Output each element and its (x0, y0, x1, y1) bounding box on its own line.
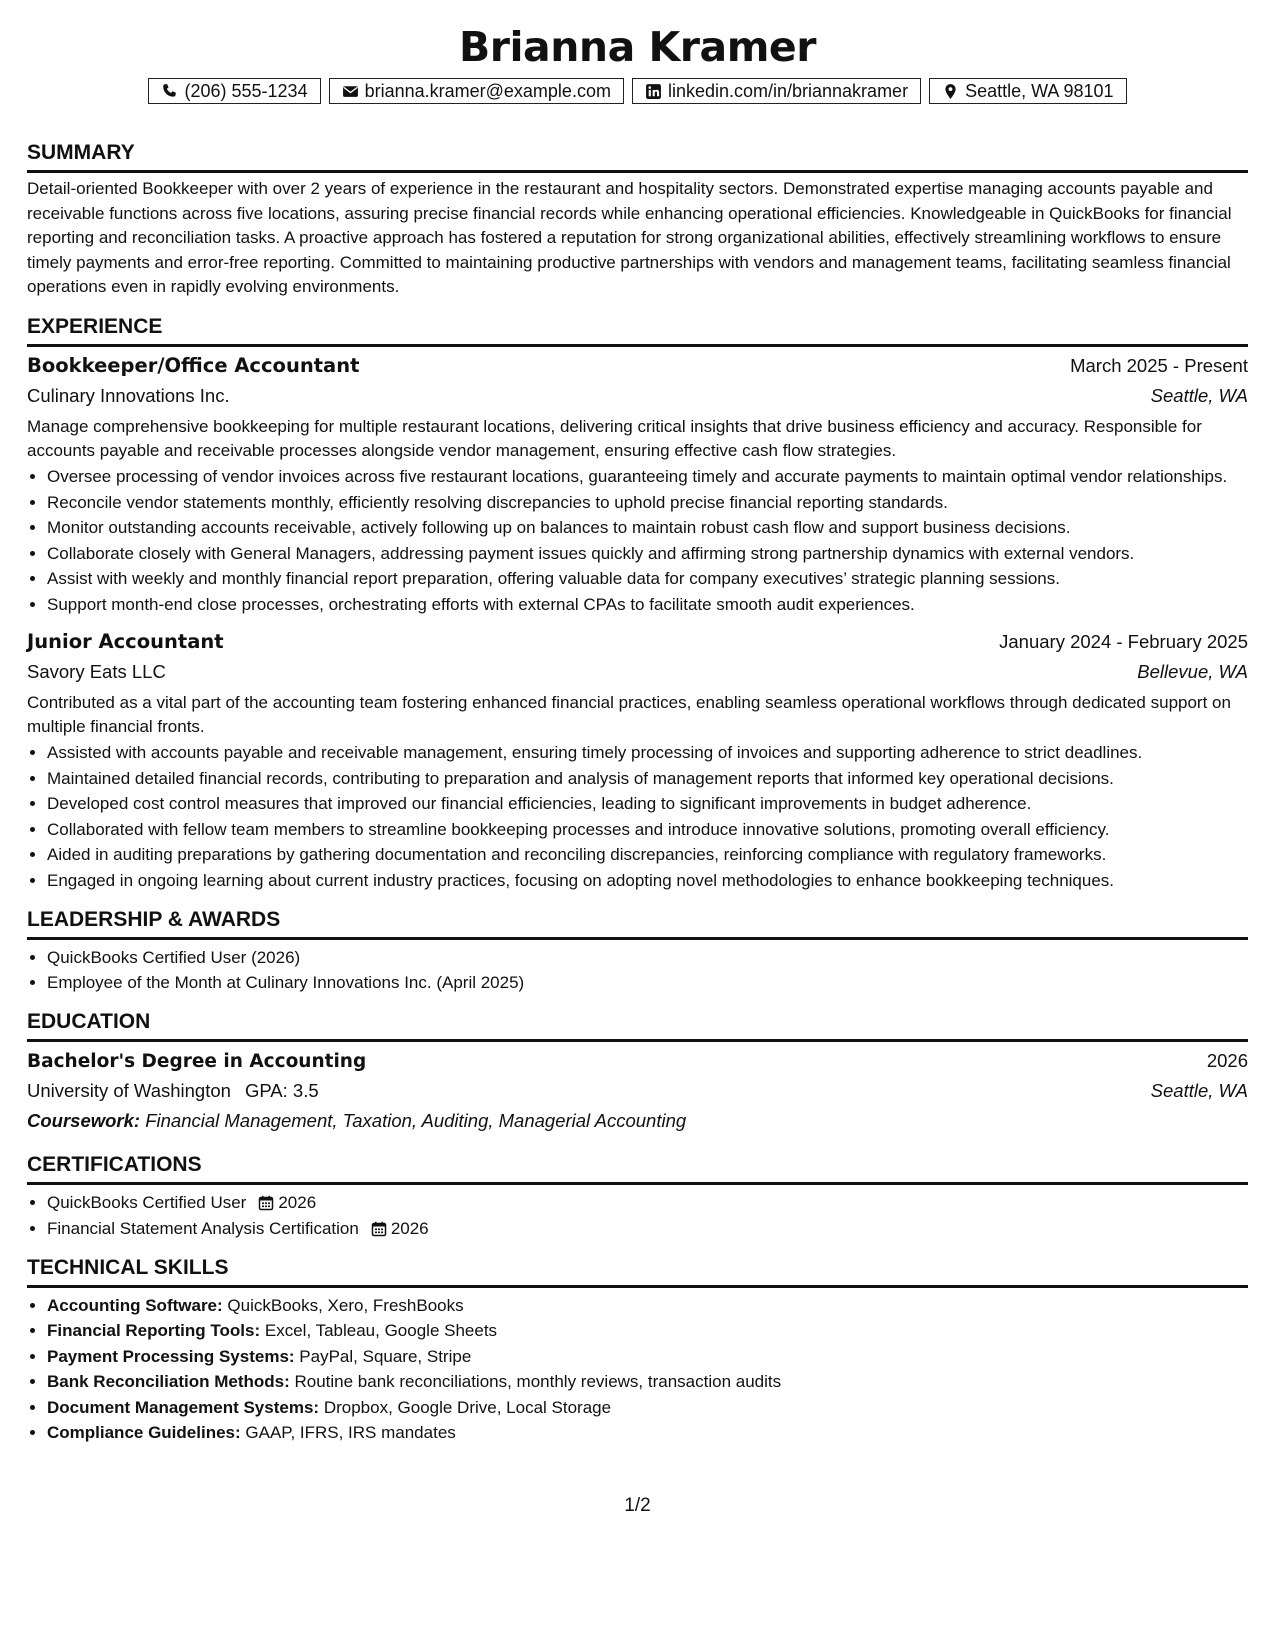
linkedin-icon (645, 83, 662, 100)
skills-list (27, 1294, 1248, 1446)
envelope-icon (342, 83, 359, 100)
section-title-certifications: CERTIFICATIONS (27, 1152, 1248, 1185)
list-item: • Assisted with accounts payable and receivable management, ensuring timely processing of invoices and supporting adherence to strict deadlines. (47, 741, 1248, 765)
cert-year: 2026 (278, 1193, 317, 1212)
job-entry (27, 627, 1248, 893)
skills-section (27, 1255, 1248, 1446)
contact-email[interactable] (329, 78, 624, 104)
list-item: • Support month-end close processes, orchestrating efforts with external CPAs to facilitate smooth audit experiences. (47, 593, 1248, 617)
list-item (47, 1370, 1248, 1394)
list-item (47, 1421, 1248, 1445)
skill-value: GAAP, IFRS, IRS mandates (245, 1423, 456, 1442)
job-dates: March 2025 - Present (1070, 354, 1248, 376)
phone-text: (206) 555-1234 (184, 80, 308, 101)
job-location: Seattle, WA (1150, 384, 1248, 406)
contact-bar (27, 78, 1248, 104)
skill-label: Compliance Guidelines: (47, 1423, 241, 1442)
job-bullets (27, 741, 1248, 893)
cert-name: • QuickBooks Certified User (47, 1193, 247, 1212)
degree-title: Bachelor's Degree in Accounting (27, 1051, 367, 1072)
job-company: Savory Eats LLC (27, 660, 166, 682)
cert-year: 2026 (390, 1218, 429, 1238)
list-item: • Employee of the Month at Culinary Innovations Inc. (April 2025) (47, 971, 1248, 995)
certifications-section (27, 1152, 1248, 1241)
skill-value: QuickBooks, Xero, FreshBooks (227, 1295, 464, 1315)
list-item (47, 1319, 1248, 1343)
list-item: • Aided in auditing preparations by gathering documentation and reconciling discrepancies, reinforcing compliance with regulatory frameworks. (47, 843, 1248, 867)
skill-value: Dropbox, Google Drive, Local Storage (323, 1397, 612, 1417)
skill-label: Document Management Systems: (47, 1397, 320, 1417)
page-number: 1/2 (624, 1495, 651, 1516)
school-location: Seattle, WA (1150, 1080, 1248, 1101)
job-title: Junior Accountant (27, 629, 224, 653)
skill-value: PayPal, Square, Stripe (299, 1346, 472, 1366)
list-item (47, 1396, 1248, 1420)
leadership-list (27, 946, 1248, 996)
cert-name: • Financial Statement Analysis Certification (47, 1218, 359, 1238)
contact-phone[interactable] (148, 78, 320, 104)
location-text: Seattle, WA 98101 (965, 80, 1114, 101)
skill-label: Accounting Software: (47, 1295, 223, 1315)
coursework-list: Financial Management, Taxation, Auditing, Managerial Accounting (145, 1110, 687, 1131)
list-item: • Developed cost control measures that improved our financial efficiencies, leading to significant improvements in budget adherence. (47, 792, 1248, 816)
skill-value: Routine bank reconciliations, monthly reviews, transaction audits (294, 1372, 782, 1391)
map-pin-icon (942, 83, 959, 100)
email-text: brianna.kramer@example.com (364, 80, 611, 101)
list-item: • QuickBooks Certified User (2026) (47, 946, 1248, 970)
list-item: • Collaborate closely with General Managers, addressing payment issues quickly and affirming strong partnership dynamics with external vendors. (47, 542, 1248, 566)
skill-label: Payment Processing Systems: (47, 1346, 295, 1366)
leadership-section (27, 907, 1248, 996)
calendar-icon (258, 1195, 274, 1211)
skill-label: Bank Reconciliation Methods: (47, 1372, 290, 1391)
list-item (47, 1345, 1248, 1369)
gpa: GPA: 3.5 (244, 1080, 319, 1101)
job-location: Bellevue, WA (1137, 660, 1248, 682)
list-item (47, 1191, 1248, 1215)
section-title-summary: SUMMARY (27, 140, 1248, 173)
job-description: Manage comprehensive bookkeeping for multiple restaurant locations, delivering critical insights that drive business efficiency and accuracy. Responsible for accounts payable and receivable processes alongside vendor management, ensuring effective cash flow strategies. (27, 416, 1202, 460)
list-item (47, 1294, 1248, 1318)
section-title-experience: EXPERIENCE (27, 314, 1248, 347)
job-description: Contributed as a vital part of the accounting team fostering enhanced financial practices, enabling seamless operational workflows through dedicated support on multiple financial fronts. (27, 692, 1231, 736)
contact-linkedin[interactable] (632, 78, 921, 104)
degree-year: 2026 (1206, 1050, 1248, 1071)
summary-section (27, 140, 1248, 300)
job-bullets (27, 465, 1248, 617)
job-dates: January 2024 - February 2025 (999, 630, 1248, 652)
job-entry (27, 351, 1248, 617)
section-title-leadership: LEADERSHIP & AWARDS (27, 907, 1248, 940)
candidate-name: Brianna Kramer (459, 23, 816, 71)
list-item: • Oversee processing of vendor invoices across five restaurant locations, guaranteeing timely and accurate payments to maintain optimal vendor relationships. (47, 465, 1248, 489)
education-section (27, 1009, 1248, 1136)
section-title-education: EDUCATION (27, 1009, 1248, 1042)
list-item (47, 1217, 1248, 1241)
experience-section (27, 314, 1248, 893)
phone-icon (161, 83, 178, 100)
list-item: • Reconcile vendor statements monthly, efficiently resolving discrepancies to uphold precise financial reporting standards. (47, 491, 1248, 515)
skill-value: Excel, Tableau, Google Sheets (264, 1321, 498, 1340)
skill-label: Financial Reporting Tools: (47, 1321, 261, 1340)
list-item: • Monitor outstanding accounts receivable, actively following up on balances to maintain robust cash flow and support business decisions. (47, 516, 1248, 540)
contact-location (929, 78, 1126, 104)
linkedin-text: linkedin.com/in/briannakramer (667, 80, 909, 101)
list-item: • Maintained detailed financial records, contributing to preparation and analysis of management reports that informed key operational decisions. (47, 767, 1248, 791)
list-item: • Assist with weekly and monthly financial report preparation, offering valuable data for company executives’ strategic planning sessions. (47, 567, 1248, 591)
job-company: Culinary Innovations Inc. (27, 384, 230, 406)
list-item: • Collaborated with fellow team members to streamline bookkeeping processes and introduce innovative solutions, promoting overall efficiency. (47, 818, 1248, 842)
calendar-icon (371, 1221, 387, 1237)
job-title: Bookkeeper/Office Accountant (27, 353, 360, 377)
school-name: University of Washington (27, 1080, 231, 1101)
summary-text: Detail-oriented Bookkeeper with over 2 years of experience in the restaurant and hospitality sectors. Demonstrated expertise managing accounts payable and receivable functions across five locations, assuring precise financial records while enhancing operational efficiencies. Knowledgeable in QuickBooks for financial reporting and reconciliation tasks. A proactive approach has fostered a reputation for strong organizational abilities, effectively streamlining workflows to ensure timely payments and error-free reporting. Committed to maintaining productive partnerships with vendors and management teams, facilitating seamless financial operations even in rapidly evolving environments. (27, 179, 1232, 296)
coursework (27, 1106, 1248, 1136)
certifications-list (27, 1191, 1248, 1241)
coursework-label: Coursework: (27, 1110, 141, 1131)
list-item: • Engaged in ongoing learning about current industry practices, focusing on adopting novel methodologies to enhance bookkeeping techniques. (47, 869, 1248, 893)
section-title-skills: TECHNICAL SKILLS (27, 1255, 1248, 1288)
